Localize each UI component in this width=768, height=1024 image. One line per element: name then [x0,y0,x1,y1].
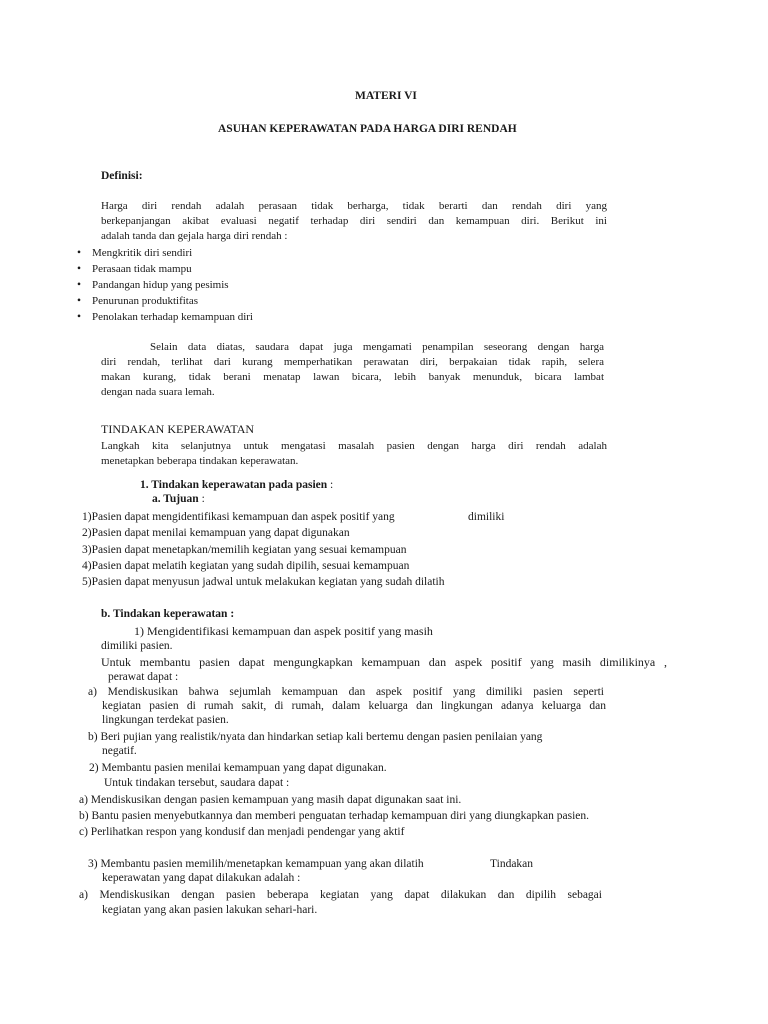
list-item: Penurunan produktifitas [92,295,199,307]
subsection-heading-bold: 1. Tindakan keperawatan pada pasien [140,479,328,491]
tujuan-heading-bold: a. Tujuan [152,493,199,505]
list-item: a) Mendiskusikan dengan pasien kemampuan yang masih dapat digunakan saat ini. [79,794,462,806]
paragraph-line: Langkah kita selanjutnya untuk mengatasi masalah pasien dengan harga diri rendah adalah [101,440,607,452]
list-item: Penolakan terhadap kemampuan diri [92,311,253,323]
subsection-heading-rest: : [327,479,334,491]
paragraph-line: Untuk tindakan tersebut, saudara dapat : [104,777,290,789]
list-item-cont: lingkungan terdekat pasien. [102,714,229,726]
step-heading: 2) Membantu pasien menilai kemampuan yang dapat digunakan. [89,762,387,774]
paragraph-line: Untuk membantu pasien dapat mengungkapkan kemampuan dan aspek positif yang masih dimilikinya , [101,655,667,669]
page-subtitle: ASUHAN KEPERAWATAN PADA HARGA DIRI RENDAH [218,123,517,135]
step-heading-tail: Tindakan [490,858,534,870]
step-heading-cont: dimiliki pasien. [101,640,173,652]
list-item: Pandangan hidup yang pesimis [92,279,229,291]
list-item: c) Perlihatkan respon yang kondusif dan menjadi pendengar yang aktif [79,826,405,838]
subsection-heading [140,478,333,492]
bullet-icon: • [77,311,82,323]
section-heading: TINDAKAN KEPERAWATAN [101,422,255,436]
list-item: 3)Pasien dapat menetapkan/memilih kegiatan yang sesuai kemampuan [82,544,407,556]
paragraph-line: diri rendah, terlihat dari kurang memperhatikan perawatan diri, berpakaian tidak rapih, selera [101,356,604,368]
paragraph-line: Selain data diatas, saudara dapat juga mengamati penampilan seseorang dengan harga [150,341,604,353]
list-item: Mengkritik diri sendiri [92,247,193,259]
tujuan-heading [152,492,205,506]
paragraph-line: makan kurang, tidak berani menatap lawan bicara, lebih banyak menunduk, bicara lambat [101,371,604,383]
list-item: 2)Pasien dapat menilai kemampuan yang dapat digunakan [82,527,350,539]
definisi-line: Harga diri rendah adalah perasaan tidak berharga, tidak berarti dan rendah diri yang [101,200,607,212]
list-item: 5)Pasien dapat menyusun jadwal untuk melakukan kegiatan yang sudah dilatih [82,576,445,588]
step-heading: 3) Membantu pasien memilih/menetapkan kemampuan yang akan dilatih [88,858,424,870]
definisi-line: adalah tanda dan gejala harga diri rendah : [101,230,288,242]
list-item: a) Mendiskusikan dengan pasien beberapa kegiatan yang dapat dilakukan dan dipilih sebagai [79,889,602,901]
list-item-cont: kegiatan pasien di rumah sakit, di rumah, dalam keluarga dan lingkungan adanya keluarga dan [102,700,606,712]
bullet-icon: • [77,263,82,275]
paragraph-line: menetapkan beberapa tindakan keperawatan. [101,455,299,467]
list-item: b) Bantu pasien menyebutkannya dan memberi penguatan terhadap kemampuan diri yang diungkapkan pasien. [79,810,589,822]
paragraph-line: dengan nada suara lemah. [101,386,215,398]
list-item: Perasaan tidak mampu [92,263,192,275]
tujuan-heading-rest: : [198,493,205,505]
list-item-cont: negatif. [102,745,137,757]
list-item-tail: dimiliki [468,511,505,523]
step-heading: 1) Mengidentifikasi kemampuan dan aspek positif yang masih [134,624,433,638]
bullet-icon: • [77,295,82,307]
list-item: 1)Pasien dapat mengidentifikasi kemampuan dan aspek positif yang [82,511,395,523]
list-item: 4)Pasien dapat melatih kegiatan yang sudah dipilih, sesuai kemampuan [82,560,410,572]
bullet-icon: • [77,279,82,291]
list-item: a) Mendiskusikan bahwa sejumlah kemampuan dan aspek positif yang dimiliki pasien seperti [88,686,604,698]
list-item-cont: kegiatan yang akan pasien lakukan sehari-hari. [102,904,318,916]
paragraph-line: perawat dapat : [108,671,179,683]
page-title: MATERI VI [355,90,417,102]
step-heading-cont: keperawatan yang dapat dilakukan adalah : [102,872,301,884]
list-item: b) Beri pujian yang realistik/nyata dan hindarkan setiap kali bertemu dengan pasien penilaian yang [88,731,543,743]
definisi-line: berkepanjangan akibat evaluasi negatif terhadap diri sendiri dan kemampuan diri. Berikut ini [101,215,607,227]
definisi-heading: Definisi: [101,170,143,182]
bullet-icon: • [77,247,82,259]
subsection-b-heading: b. Tindakan keperawatan : [101,608,235,620]
